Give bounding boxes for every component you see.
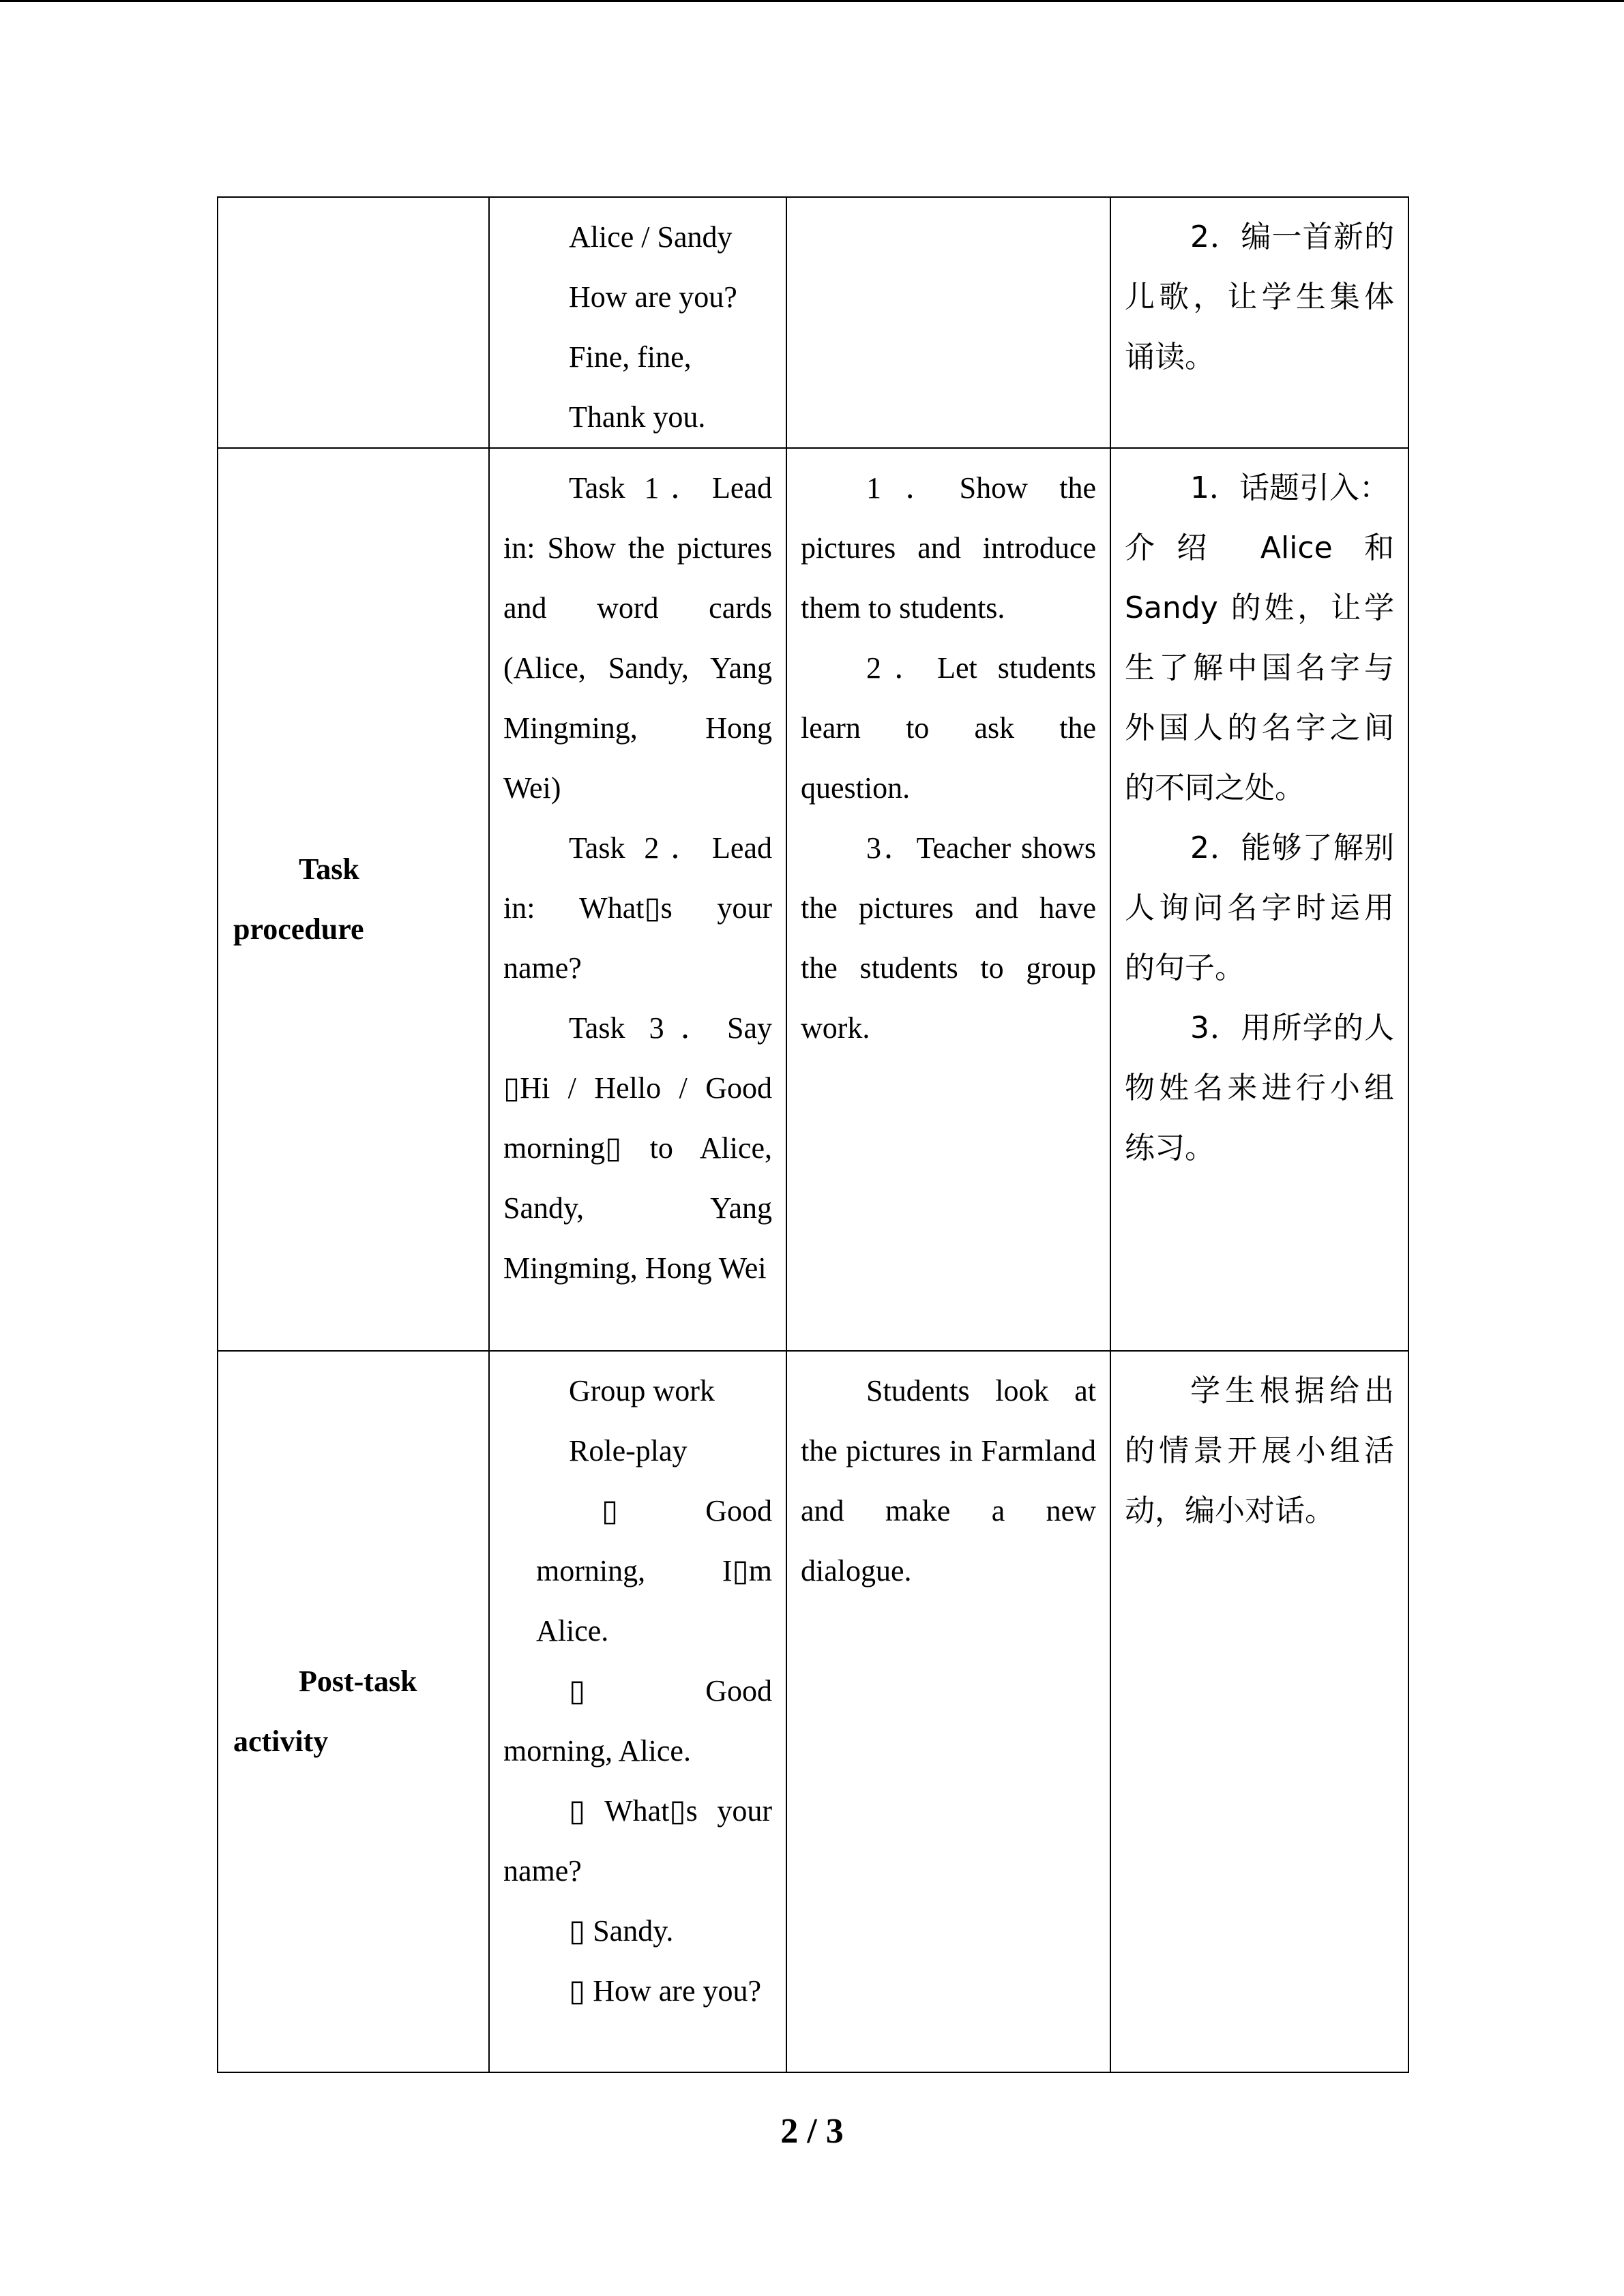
teacher-cell: [786, 197, 1110, 448]
dialogue-line: ▯ Good morning, Alice.: [503, 1674, 772, 1768]
stage-label-line2: activity: [233, 1725, 329, 1758]
activity-line: Alice / Sandy: [569, 220, 733, 254]
stage-cell: [218, 1351, 489, 2072]
lesson-plan-table: [217, 196, 1409, 2073]
purpose-text: 1．话题引入：: [1190, 471, 1389, 505]
teacher-text: 1．Show the pictures and introduce them to students.: [801, 471, 1096, 625]
stage-label-line1: Task: [299, 852, 359, 886]
purpose-text: 2．能够了解别人询问名字时运用的句子。: [1125, 831, 1394, 985]
purpose-text: 2．编一首新的儿歌，让学生集体诵读。: [1125, 220, 1394, 374]
teacher-text: 2．Let students learn to ask the question.: [801, 651, 1096, 805]
dialogue-line: ▯ Good morning, I▯m Alice.: [536, 1494, 772, 1648]
activity-line: Group work: [569, 1374, 715, 1407]
teacher-cell: [786, 1351, 1110, 2072]
activity-text: Task 3．Say ▯Hi / Hello / Good morning▯ to Alice, Sandy, Yang Mingming, Hong Wei: [503, 1011, 772, 1285]
purpose-text: 介绍 Alice 和 Sandy 的姓，让学生了解中国名字与外国人的名字之间的不同之处。: [1125, 531, 1394, 805]
stage-cell: [218, 197, 489, 448]
activity-text: Task 1．Lead in: Show the pictures and word cards (Alice, Sandy, Yang Mingming, Hong Wei): [503, 471, 772, 805]
activity-line: How are you?: [569, 280, 737, 314]
activity-line: Thank you.: [569, 400, 706, 434]
purpose-text: 学生根据给出的情景开展小组活动，编小对话。: [1125, 1373, 1394, 1528]
teacher-text: 3．Teacher shows the pictures and have the students to group work.: [801, 831, 1096, 1045]
activities-cell: [489, 448, 786, 1351]
teacher-text: Students look at the pictures in Farmland and make a new dialogue.: [801, 1374, 1096, 1587]
activities-cell: [489, 197, 786, 448]
purpose-cell: [1110, 1351, 1408, 2072]
dialogue-line: ▯ Sandy.: [569, 1914, 674, 1948]
table-row: [218, 197, 1408, 448]
table-row: [218, 1351, 1408, 2072]
dialogue-line: ▯ What▯s your name?: [503, 1794, 772, 1888]
table-row: [218, 448, 1408, 1351]
activity-text: Task 2．Lead in: What▯s your name?: [503, 831, 772, 985]
purpose-cell: [1110, 197, 1408, 448]
dialogue-line: ▯ How are you?: [569, 1974, 762, 2008]
activities-cell: [489, 1351, 786, 2072]
top-border-line: [0, 0, 1624, 2]
stage-label-line1: Post-task: [299, 1665, 417, 1698]
stage-label-line2: procedure: [233, 912, 364, 946]
activity-line: Role-play: [569, 1434, 688, 1467]
purpose-text: 3．用所学的人物姓名来进行小组练习。: [1125, 1011, 1394, 1165]
stage-cell: [218, 448, 489, 1351]
page-number: 2 / 3: [780, 2112, 844, 2151]
teacher-cell: [786, 448, 1110, 1351]
activity-line: Fine, fine,: [569, 340, 692, 374]
purpose-cell: [1110, 448, 1408, 1351]
